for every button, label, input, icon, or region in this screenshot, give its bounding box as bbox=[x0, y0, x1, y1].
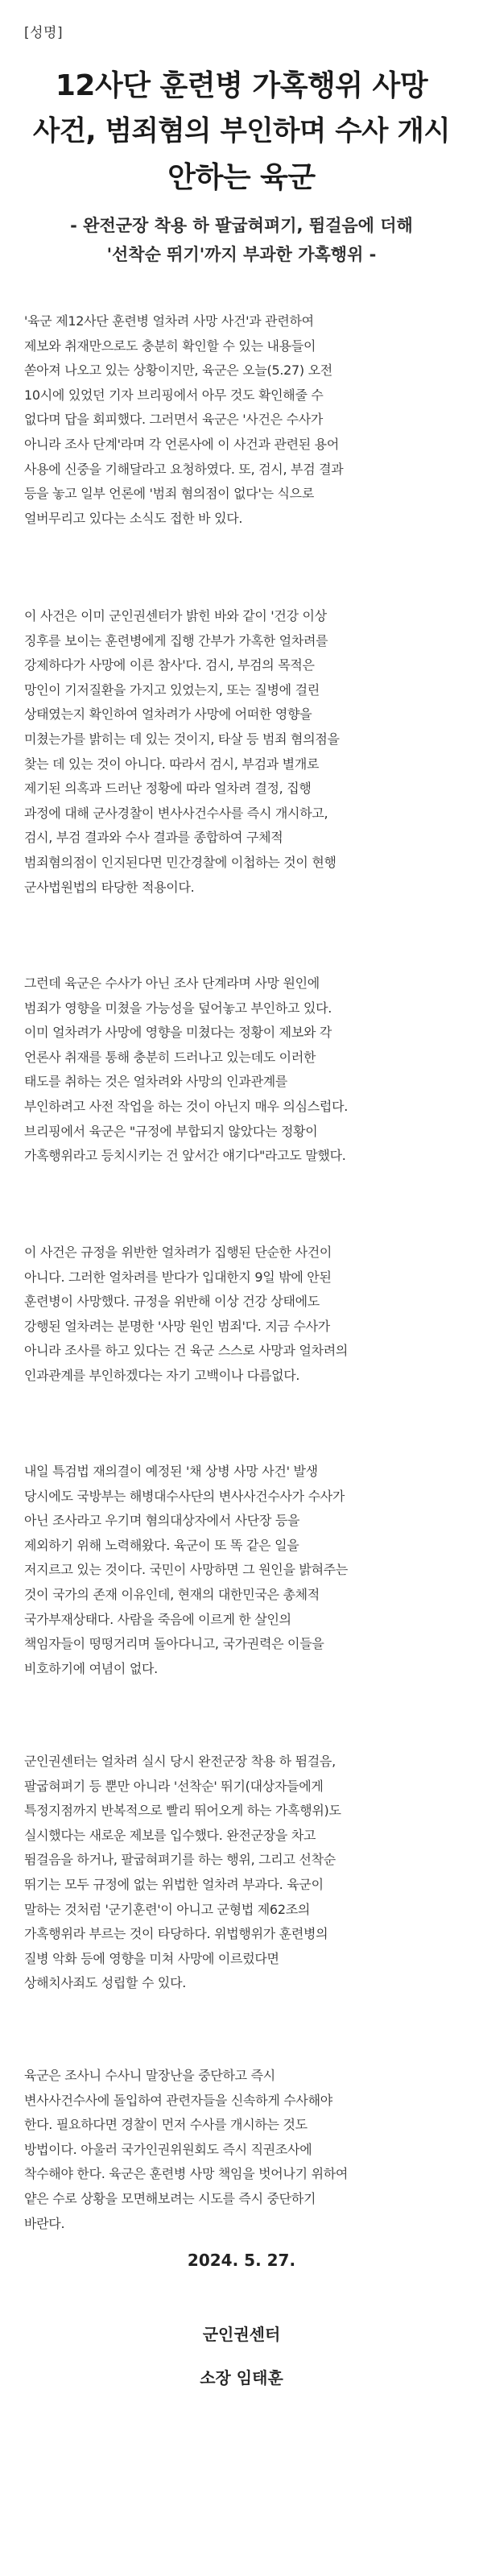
paragraph-line: 착수해야 한다. 육군은 훈련병 사망 책임을 벗어나기 위하여 bbox=[24, 2166, 349, 2182]
organization-name: 군인권센터 bbox=[202, 2325, 281, 2344]
paragraph-line: 군사법원법의 타당한 적용이다. bbox=[24, 879, 195, 895]
paragraph-line: 가혹행위라 부르는 것이 타당하다. 위법행위가 훈련병의 bbox=[24, 1926, 328, 1942]
paragraph-line: 범죄가 영향을 미쳤을 가능성을 덮어놓고 부인하고 있다. bbox=[24, 1000, 332, 1016]
paragraph-line: 사용에 신중을 기해달라고 요청하였다. 또, 검시, 부검 결과 bbox=[24, 461, 344, 477]
paragraph-line: 찾는 데 있는 것이 아니다. 따라서 검시, 부검과 별개로 bbox=[24, 756, 320, 772]
paragraph-line: 저지르고 있는 것이다. 국민이 사망하면 그 원인을 밝혀주는 bbox=[24, 1562, 349, 1578]
paragraph-line: 실시했다는 새로운 제보를 입수했다. 완전군장을 차고 bbox=[24, 1827, 316, 1843]
body-paragraph-3 bbox=[24, 971, 465, 1169]
paragraph-line: 것이 국가의 존재 이유인데, 현재의 대한민국은 총체적 bbox=[24, 1586, 320, 1602]
paragraph-line: 강제하다가 사망에 이른 참사'다. 검시, 부검의 목적은 bbox=[24, 657, 315, 673]
paragraph-line: 말하는 것처럼 '군기훈련'이 아니고 군형법 제62조의 bbox=[24, 1901, 311, 1917]
paragraph-line: '육군 제12사단 훈련병 얼차려 사망 사건'과 관련하여 bbox=[24, 313, 314, 329]
paragraph-line: 망인이 기저질환을 가지고 있었는지, 또는 질병에 걸린 bbox=[24, 681, 320, 698]
paragraph-line: 뜀걸음을 하거나, 팔굽혀펴기를 하는 행위, 그리고 선착순 bbox=[24, 1852, 336, 1868]
paragraph-line: 등을 놓고 일부 언론에 '범죄 혐의점이 없다'는 식으로 bbox=[24, 486, 314, 502]
title-line: 12사단 훈련병 가혹행위 사망 bbox=[55, 69, 428, 102]
paragraph-line: 이미 얼차려가 사망에 영향을 미쳤다는 정황이 제보와 각 bbox=[24, 1025, 332, 1041]
body-paragraph-2 bbox=[24, 604, 465, 900]
paragraph-line: 인과관계를 부인하겠다는 자기 고백이나 다름없다. bbox=[24, 1367, 300, 1383]
paragraph-line: 제외하기 위해 노력해왔다. 육군이 또 똑 같은 일을 bbox=[24, 1537, 299, 1553]
paragraph-line: 부인하려고 사전 작업을 하는 것이 아닌지 매우 의심스럽다. bbox=[24, 1098, 349, 1114]
paragraph-line: 없다며 답을 회피했다. 그러면서 육군은 '사건은 수사가 bbox=[24, 412, 324, 428]
paragraph-line: 미쳤는가를 밝히는 데 있는 것이지, 타살 등 범죄 혐의점을 bbox=[24, 731, 340, 747]
paragraph-line: 비호하기에 여념이 없다. bbox=[24, 1660, 158, 1676]
statement-date: 2024. 5. 27. bbox=[187, 2251, 296, 2270]
paragraph-line: 징후를 보이는 훈련병에게 집행 간부가 가혹한 얼차려를 bbox=[24, 632, 328, 648]
paragraph-line: 아니라 조사를 하고 있다는 건 육군 스스로 사망과 얼차려의 bbox=[24, 1343, 349, 1359]
paragraph-line: 내일 특검법 재의결이 예정된 '채 상병 사망 사건' 발생 bbox=[24, 1464, 318, 1479]
paragraph-line: 훈련병이 사망했다. 규정을 위반해 이상 건강 상태에도 bbox=[24, 1294, 320, 1310]
subtitle-line: '선착순 뛰기'까지 부과한 가혹행위 - bbox=[106, 245, 377, 264]
title-line: 안하는 육군 bbox=[167, 161, 316, 194]
title-line: 사건, 범죄혐의 부인하며 수사 개시 bbox=[32, 115, 451, 147]
paragraph-line: 아니다. 그러한 얼차려를 받다가 입대한지 9일 밖에 안된 bbox=[24, 1269, 332, 1285]
paragraph-line: 제기된 의혹과 드러난 정황에 따라 얼차려 결정, 집행 bbox=[24, 781, 312, 797]
paragraph-line: 범죄혐의점이 인지된다면 민간경찰에 이첩하는 것이 현행 bbox=[24, 854, 336, 870]
body-paragraph-6 bbox=[24, 1750, 465, 1996]
paragraph-line: 질병 악화 등에 영향을 미쳐 사망에 이르렀다면 bbox=[24, 1950, 279, 1966]
paragraph-line: 얕은 수로 상황을 모면해보려는 시도를 즉시 중단하기 bbox=[24, 2190, 316, 2206]
body-paragraph-7 bbox=[24, 2064, 465, 2236]
paragraph-line: 아니라 조사 단계'라며 각 언론사에 이 사건과 관련된 용어 bbox=[24, 436, 339, 452]
paragraph-line: 팔굽혀펴기 등 뿐만 아니라 '선착순' 뛰기(대상자들에게 bbox=[24, 1778, 324, 1794]
body-paragraph-5 bbox=[24, 1460, 465, 1681]
paragraph-line: 특정지점까지 반복적으로 빨리 뛰어오게 하는 가혹행위)도 bbox=[24, 1803, 341, 1819]
subtitle-line: - 완전군장 착용 하 팔굽혀펴기, 뜀걸음에 더해 bbox=[70, 216, 413, 235]
statement-tag: [성명] bbox=[24, 25, 64, 41]
paragraph-line: 이 사건은 이미 군인권센터가 밝힌 바와 같이 '건강 이상 bbox=[24, 608, 327, 623]
paragraph-line: 태도를 취하는 것은 얼차려와 사망의 인과관계를 bbox=[24, 1074, 288, 1090]
paragraph-line: 검시, 부검 결과와 수사 결과를 종합하여 구체적 bbox=[24, 830, 283, 846]
paragraph-line: 얼버무리고 있다는 소식도 접한 바 있다. bbox=[24, 510, 243, 526]
paragraph-line: 책임자들이 떵떵거리며 돌아다니고, 국가권력은 이들을 bbox=[24, 1636, 324, 1652]
paragraph-line: 육군은 조사니 수사니 말장난을 중단하고 즉시 bbox=[24, 2068, 275, 2083]
paragraph-line: 쏟아져 나오고 있는 상황이지만, 육군은 오늘(5.27) 오전 bbox=[24, 362, 332, 379]
paragraph-line: 과정에 대해 군사경찰이 변사사건수사를 즉시 개시하고, bbox=[24, 805, 328, 821]
paragraph-line: 방법이다. 아울러 국가인권위원회도 즉시 직권조사에 bbox=[24, 2141, 312, 2157]
paragraph-line: 아닌 조사라고 우기며 혐의대상자에서 사단장 등을 bbox=[24, 1513, 300, 1529]
signatory: 소장 임태훈 bbox=[200, 2368, 283, 2388]
paragraph-line: 상해치사죄도 성립할 수 있다. bbox=[24, 1975, 187, 1991]
paragraph-line: 10시에 있었던 기자 브리핑에서 아무 것도 확인해줄 수 bbox=[24, 387, 324, 403]
paragraph-line: 그런데 육군은 수사가 아닌 조사 단계라며 사망 원인에 bbox=[24, 975, 320, 991]
page-subtitle bbox=[32, 211, 451, 269]
paragraph-line: 언론사 취재를 통해 충분히 드러나고 있는데도 이러한 bbox=[24, 1049, 316, 1065]
paragraph-line: 강행된 얼차려는 분명한 '사망 원인 범죄'다. 지금 수사가 bbox=[24, 1318, 330, 1334]
paragraph-line: 브리핑에서 육군은 "규정에 부합되지 않았다는 정황이 bbox=[24, 1123, 318, 1139]
paragraph-line: 뛰기는 모두 규정에 없는 위법한 얼차려 부과다. 육군이 bbox=[24, 1876, 324, 1892]
paragraph-line: 이 사건은 규정을 위반한 얼차려가 집행된 단순한 사건이 bbox=[24, 1245, 332, 1260]
body-paragraph-1 bbox=[24, 309, 465, 531]
paragraph-line: 상태였는지 확인하여 얼차려가 사망에 어떠한 영향을 bbox=[24, 706, 312, 723]
paragraph-line: 국가부재상태다. 사람을 죽음에 이르게 한 살인의 bbox=[24, 1611, 291, 1627]
body-paragraph-4 bbox=[24, 1240, 465, 1389]
paragraph-line: 당시에도 국방부는 해병대수사단의 변사사건수사가 수사가 bbox=[24, 1488, 345, 1504]
paragraph-line: 바란다. bbox=[24, 2215, 65, 2231]
paragraph-line: 변사사건수사에 돌입하여 관련자들을 신속하게 수사해야 bbox=[24, 2092, 332, 2108]
page-title bbox=[32, 63, 451, 201]
paragraph-line: 제보와 취재만으로도 충분히 확인할 수 있는 내용들이 bbox=[24, 338, 316, 354]
paragraph-line: 한다. 필요하다면 경찰이 먼저 수사를 개시하는 것도 bbox=[24, 2117, 308, 2133]
paragraph-line: 가혹행위라고 등치시키는 건 앞서간 얘기다"라고도 말했다. bbox=[24, 1148, 346, 1164]
paragraph-line: 군인권센터는 얼차려 실시 당시 완전군장 착용 하 뜀걸음, bbox=[24, 1754, 336, 1769]
